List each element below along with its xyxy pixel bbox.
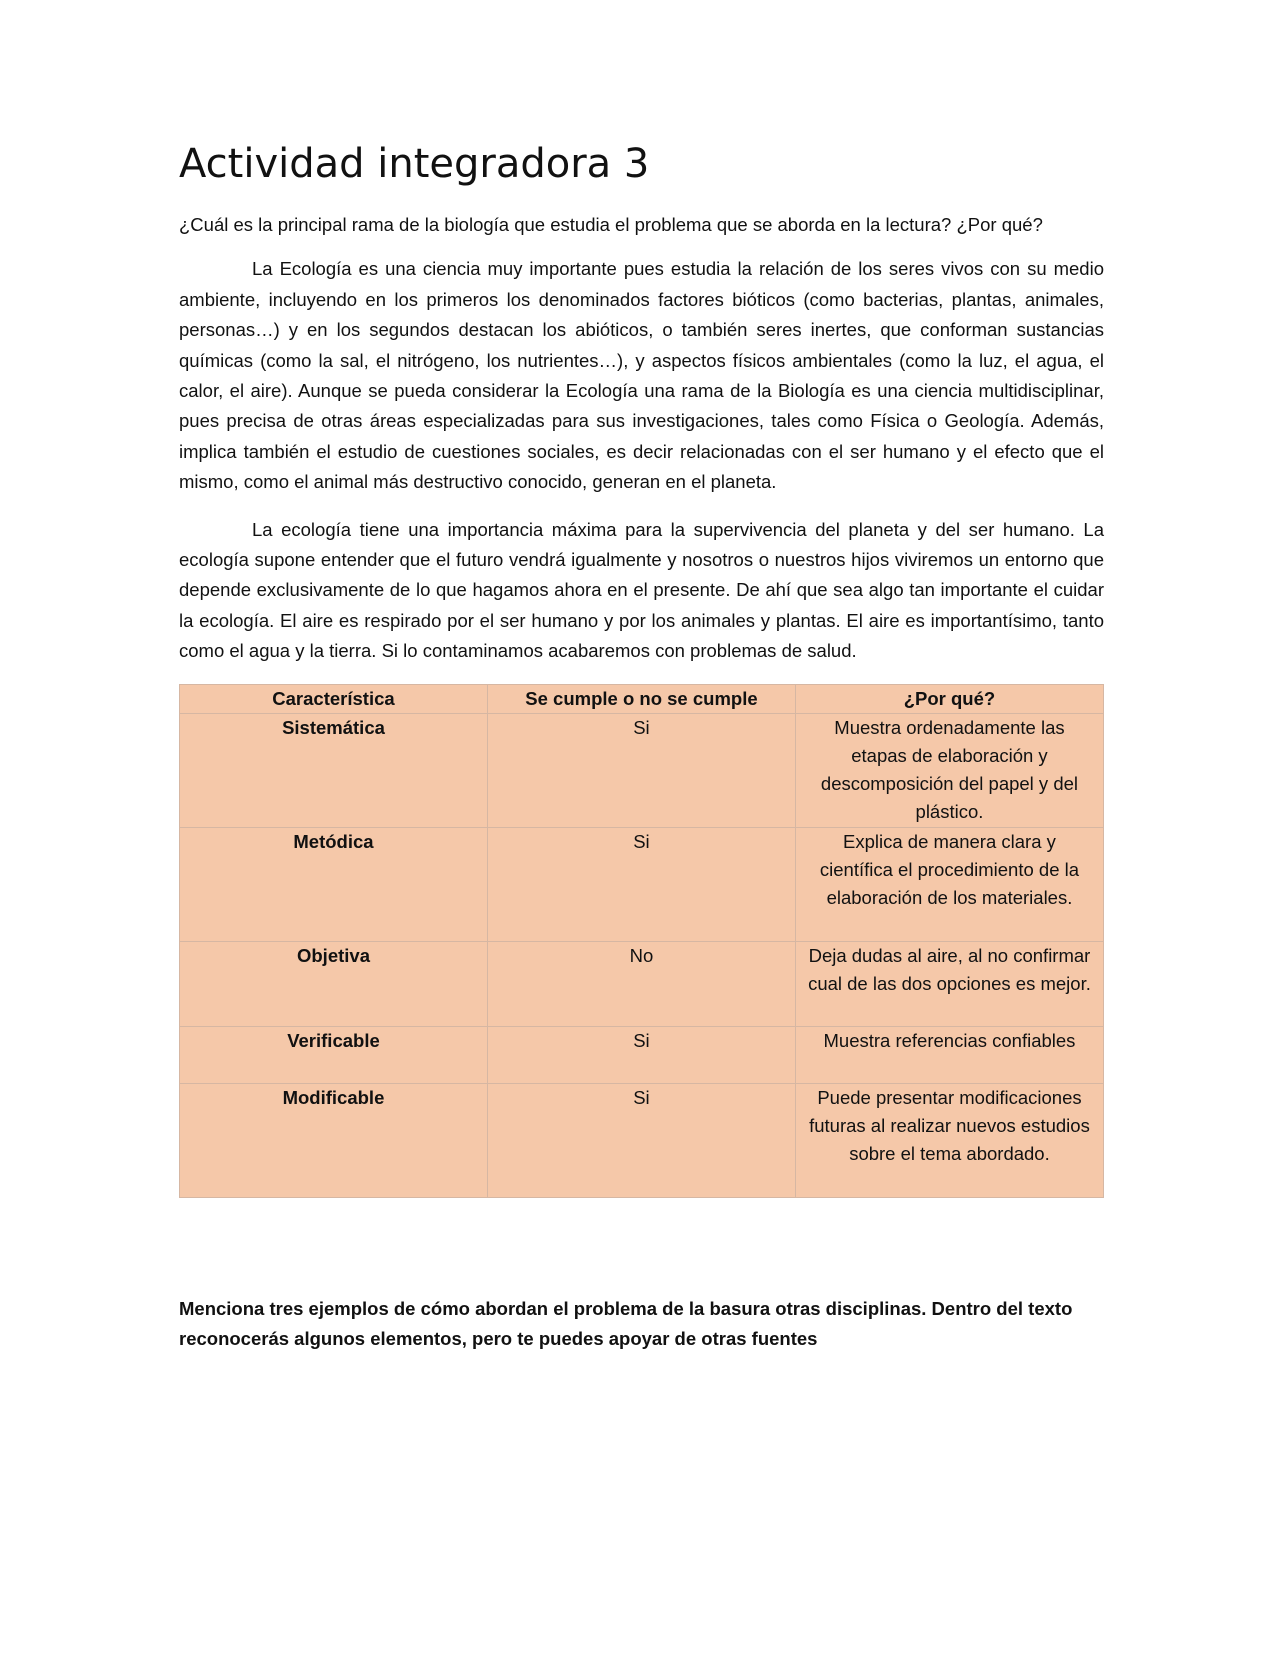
cell-characteristic: Verificable xyxy=(180,1026,488,1083)
cell-why: Explica de manera clara y científica el procedimiento de la elaboración de los materiales. xyxy=(795,827,1103,941)
cell-characteristic: Modificable xyxy=(180,1083,488,1197)
document-title: Actividad integradora 3 xyxy=(179,141,650,187)
header-why: ¿Por qué? xyxy=(795,684,1103,713)
table-row xyxy=(180,827,1104,941)
table-row xyxy=(180,1026,1104,1083)
table-header-row xyxy=(180,684,1104,713)
document-page xyxy=(179,140,1104,1355)
cell-why: Deja dudas al aire, al no confirmar cual de las dos opciones es mejor. xyxy=(795,941,1103,1026)
cell-fulfilled: Si xyxy=(487,1026,795,1083)
cell-why: Muestra ordenadamente las etapas de elaboración y descomposición del papel y del plástico. xyxy=(795,713,1103,827)
cell-characteristic: Sistemática xyxy=(180,713,488,827)
cell-fulfilled: Si xyxy=(487,827,795,941)
table-row xyxy=(180,1083,1104,1197)
cell-why: Puede presentar modificaciones futuras al realizar nuevos estudios sobre el tema abordado. xyxy=(795,1083,1103,1197)
cell-fulfilled: No xyxy=(487,941,795,1026)
paragraph-importance: La ecología tiene una importancia máxima para la supervivencia del planeta y del ser humano. La ecología supone entender que el futuro vendrá igualmente y nosotros o nuestros hijos viviremos un entorno que depende exclusivamente de lo que hagamos ahora en el presente. De ahí que sea algo tan importante el cuidar la ecología. El aire es respirado por el ser humano y por los animales y plantas. El aire es importantísimo, tanto como el agua y la tierra. Si lo contaminamos acabaremos con problemas de salud. xyxy=(179,518,1104,662)
table-row xyxy=(180,713,1104,827)
question-text: ¿Cuál es la principal rama de la biología que estudia el problema que se aborda en la lectura? ¿Por qué? xyxy=(179,214,1043,235)
characteristics-table xyxy=(179,684,1104,1198)
cell-characteristic: Metódica xyxy=(180,827,488,941)
header-characteristic: Característica xyxy=(180,684,488,713)
paragraph-ecology: La Ecología es una ciencia muy importante pues estudia la relación de los seres vivos con su medio ambiente, incluyendo en los primeros los denominados factores bióticos (como bacterias, plantas, animales, personas…) y en los segundos destacan los abióticos, o también seres inertes, que conforman sustancias químicas (como la sal, el nitrógeno, los nutrientes…), y aspectos físicos ambientales (como la luz, el agua, el calor, el aire). Aunque se pueda considerar la Ecología una rama de la Biología es una ciencia multidisciplinar, pues precisa de otras áreas especializadas para sus investigaciones, tales como Física o Geología. Además, implica también el estudio de cuestiones sociales, es decir relacionadas con el ser humano y el efecto que el mismo, como el animal más destructivo conocido, generan en el planeta. xyxy=(179,258,1104,493)
cell-fulfilled: Si xyxy=(487,1083,795,1197)
cell-why: Muestra referencias confiables xyxy=(795,1026,1103,1083)
cell-fulfilled: Si xyxy=(487,713,795,827)
header-fulfilled: Se cumple o no se cumple xyxy=(487,684,795,713)
final-question: Menciona tres ejemplos de cómo abordan el problema de la basura otras disciplinas. Dentro del texto reconocerás algunos elementos, pero te puedes apoyar de otras fuentes xyxy=(179,1297,1073,1350)
table-row xyxy=(180,941,1104,1026)
cell-characteristic: Objetiva xyxy=(180,941,488,1026)
